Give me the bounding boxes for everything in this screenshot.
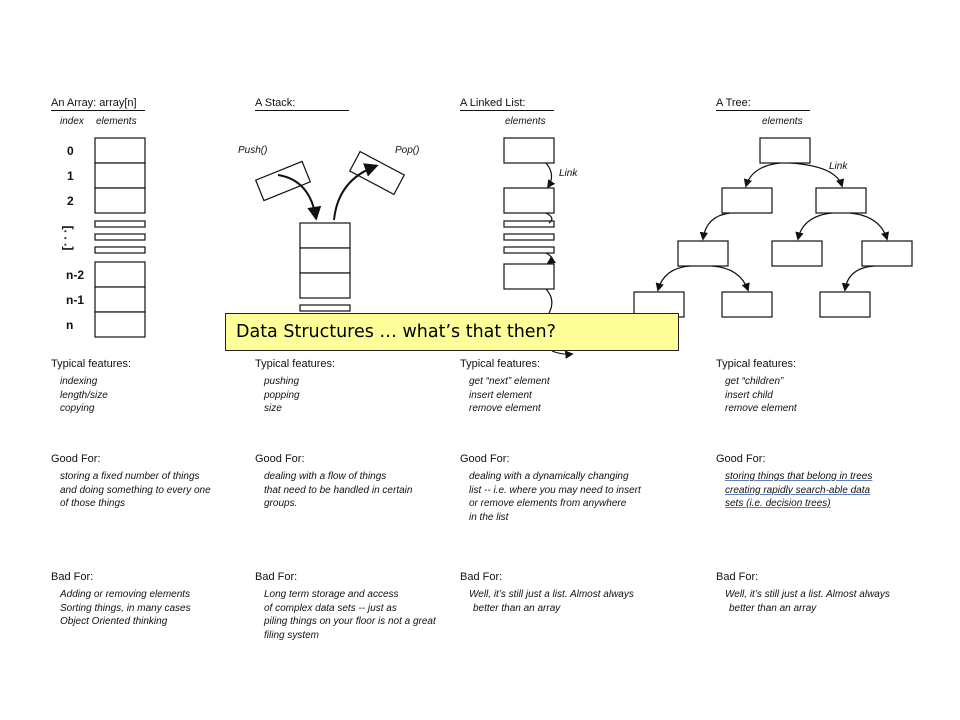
stack-features-title: Typical features: [255, 358, 336, 370]
tree-good-list [725, 470, 872, 511]
list-item: pushing [264, 376, 300, 387]
list-item: filing system [264, 629, 320, 641]
list-item: length/size [60, 389, 108, 401]
linkedlist-good-list [469, 470, 641, 524]
list-item: of those things [60, 498, 126, 509]
list-item: get “children” [725, 376, 784, 387]
pop-label: Pop() [395, 145, 420, 156]
tree-link [746, 163, 780, 186]
array-cell [95, 262, 145, 287]
list-item: and doing something to every one [60, 484, 211, 496]
list-item: storing a fixed number of things [60, 471, 200, 482]
list-item: sets (i.e. decision trees) [725, 498, 831, 509]
push-box [256, 161, 311, 200]
list-item: that need to be handled in certain [264, 484, 413, 496]
tree-header: A Tree: [716, 97, 810, 111]
stack-cell [300, 223, 350, 248]
linkedlist-bad-list [469, 588, 634, 615]
tree-link [850, 213, 887, 239]
stack-bad-list [264, 588, 436, 642]
array-good-title: Good For: [51, 453, 101, 465]
title-banner [225, 313, 679, 351]
linkedlist-good-title: Good For: [460, 453, 510, 465]
array-bad-list [60, 588, 191, 629]
array-cell [95, 138, 145, 163]
tree-node [760, 138, 810, 163]
tree-node [816, 188, 866, 213]
linkedlist-features-title: Typical features: [460, 358, 541, 370]
linkedlist-bad-title: Bad For: [460, 571, 503, 583]
list-node [504, 264, 554, 289]
tree-link [658, 266, 690, 290]
tree-node [862, 241, 912, 266]
array-index-label: n [66, 318, 74, 332]
linkedlist-features-list [469, 375, 550, 416]
stack-good-list [264, 470, 412, 511]
tree-node [820, 292, 870, 317]
link-arrow [546, 289, 552, 313]
array-features-title: Typical features: [51, 358, 132, 370]
linkedlist-elements-subheader: elements [505, 116, 546, 127]
tree-node [678, 241, 728, 266]
array-features-list [60, 375, 108, 416]
linkedlist-link-label: Link [559, 168, 578, 179]
list-item: list -- i.e. where you may need to insert [469, 484, 641, 496]
tree-features-list [725, 375, 797, 416]
stack-header: A Stack: [255, 97, 349, 111]
tree-node [772, 241, 822, 266]
array-cell [95, 188, 145, 213]
list-item: copying [60, 403, 95, 414]
tree-bad-list [725, 588, 890, 615]
list-item: in the list [469, 511, 509, 523]
array-index-label: n-1 [66, 293, 84, 307]
stack-bad-title: Bad For: [255, 571, 298, 583]
array-header: An Array: array[n] [51, 97, 145, 111]
tree-node [722, 292, 772, 317]
list-item: Well, it’s still just a list. Almost always [725, 589, 890, 600]
array-cell [95, 221, 145, 227]
list-item: remove element [469, 403, 541, 414]
array-index-label: 2 [67, 194, 74, 208]
tree-bad-title: Bad For: [716, 571, 759, 583]
list-item: popping [264, 389, 300, 401]
list-item: dealing with a dynamically changing [469, 471, 629, 482]
list-item: Well, it’s still just a list. Almost always [469, 589, 634, 600]
stack-diagram [256, 152, 405, 311]
array-good-list [60, 470, 211, 511]
array-diagram [95, 138, 145, 337]
list-item: better than an array [473, 602, 561, 614]
list-item: Sorting things, in many cases [60, 602, 191, 614]
link-arrow [546, 253, 552, 263]
list-item: size [264, 403, 282, 414]
list-node [504, 188, 554, 213]
pop-box [350, 152, 404, 195]
tree-link-label: Link [829, 161, 848, 172]
array-cell [95, 234, 145, 240]
array-index-label: [. . .] [61, 225, 76, 251]
array-elements-subheader: elements [96, 116, 137, 127]
list-item: remove element [725, 403, 797, 414]
stack-cell [300, 248, 350, 273]
tree-link [712, 266, 748, 290]
list-item: get “next” element [469, 376, 550, 387]
list-node [504, 234, 554, 240]
tree-features-title: Typical features: [716, 358, 797, 370]
banner-text: Data Structures … what’s that then? [236, 322, 556, 342]
array-cell [95, 247, 145, 253]
link-arrow [552, 351, 572, 354]
tree-good-title: Good For: [716, 453, 766, 465]
tree-elements-subheader: elements [762, 116, 803, 127]
stack-features-list [264, 375, 300, 416]
push-label: Push() [238, 145, 268, 156]
list-node [504, 138, 554, 163]
list-item: insert element [469, 389, 532, 401]
list-item: groups. [264, 498, 298, 509]
array-index-label: 0 [67, 144, 74, 158]
stack-cell [300, 305, 350, 311]
array-index-label: n-2 [66, 268, 84, 282]
array-cell [95, 312, 145, 337]
list-node [504, 221, 554, 227]
list-item: piling things on your floor is not a great [264, 616, 436, 627]
array-bad-title: Bad For: [51, 571, 94, 583]
tree-link [703, 213, 730, 239]
list-item: Object Oriented thinking [60, 616, 168, 627]
list-item: Long term storage and access [264, 589, 399, 600]
array-cell [95, 163, 145, 188]
list-item: Adding or removing elements [60, 589, 191, 600]
list-item: or remove elements from anywhere [469, 498, 627, 509]
array-index-subheader: index [60, 116, 84, 127]
list-item: insert child [725, 389, 773, 401]
tree-link [798, 213, 832, 239]
list-item: creating rapidly search-able data [725, 484, 871, 496]
tree-node [722, 188, 772, 213]
tree-diagram [634, 138, 912, 317]
link-arrow [546, 163, 552, 187]
list-item: better than an array [729, 602, 817, 614]
list-item: dealing with a flow of things [264, 471, 387, 482]
linkedlist-header: A Linked List: [460, 97, 554, 111]
stack-cell [300, 273, 350, 298]
stack-good-title: Good For: [255, 453, 305, 465]
list-item: indexing [60, 376, 98, 387]
array-index-label: 1 [67, 169, 74, 183]
tree-link [845, 266, 874, 290]
list-item: of complex data sets -- just as [264, 602, 397, 614]
array-cell [95, 287, 145, 312]
list-item: storing things that belong in trees [725, 471, 873, 482]
list-node [504, 247, 554, 253]
